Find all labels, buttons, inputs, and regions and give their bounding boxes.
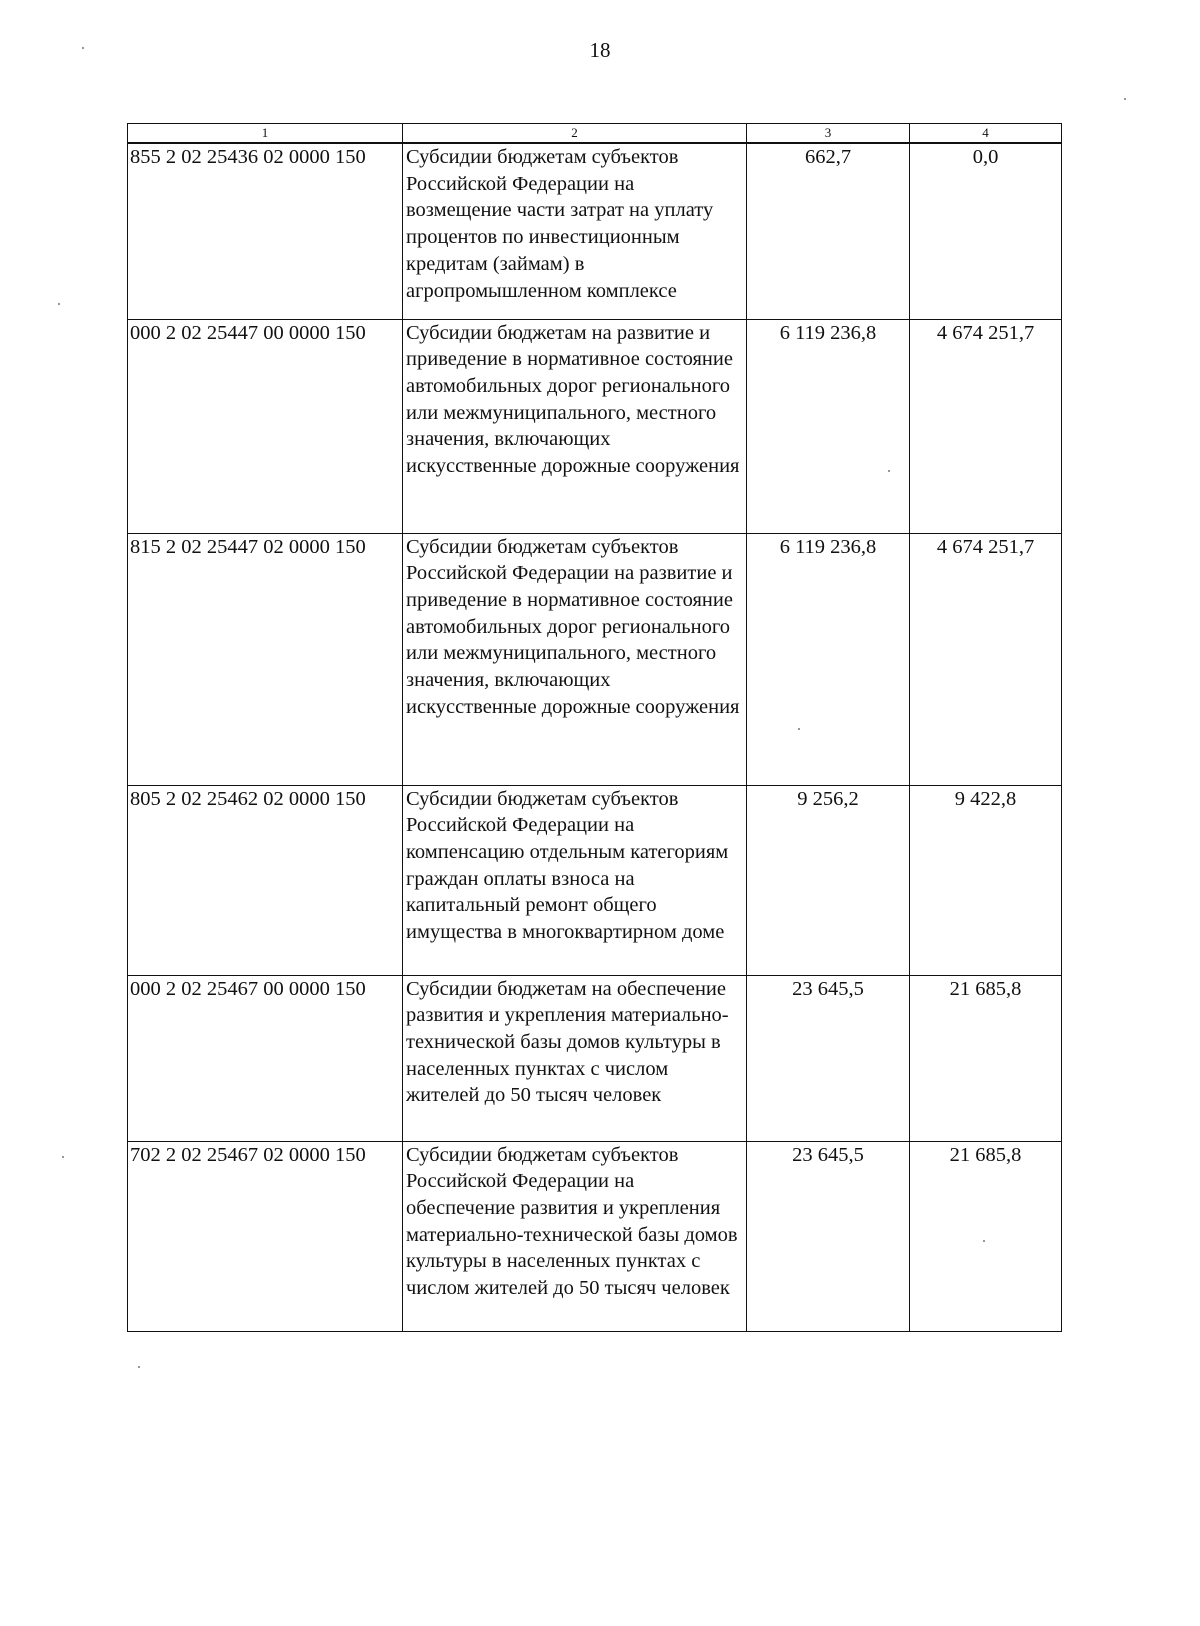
- column-number: 4: [910, 124, 1062, 144]
- amount-col4-cell: 21 685,8: [910, 1141, 1062, 1331]
- table-row: [128, 975, 1062, 1141]
- description-cell: Субсидии бюджетам субъектов Российской Федерации на обеспечение развития и укрепления материально-технической базы домов культуры в населенных пунктах с числом жителей до 50 тысяч человек: [403, 1141, 747, 1331]
- table-row: [128, 785, 1062, 975]
- description-cell: Субсидии бюджетам на развитие и приведение в нормативное состояние автомобильных дорог регионального или межмуниципального, местного значения, включающих искусственные дорожные сооружения: [403, 319, 747, 533]
- amount-col4-cell: 21 685,8: [910, 975, 1062, 1141]
- budget-code-cell: 855 2 02 25436 02 0000 150: [128, 143, 403, 319]
- scan-speck: [138, 1366, 140, 1368]
- scan-speck: [798, 728, 800, 730]
- amount-col3-cell: 662,7: [747, 143, 910, 319]
- amount-col3-cell: 6 119 236,8: [747, 319, 910, 533]
- budget-code-cell: 000 2 02 25467 00 0000 150: [128, 975, 403, 1141]
- amount-col3-cell: 23 645,5: [747, 1141, 910, 1331]
- amount-col3-cell: 9 256,2: [747, 785, 910, 975]
- scan-speck: [983, 1240, 985, 1242]
- page-number: 18: [589, 38, 611, 62]
- scan-speck: [888, 470, 890, 472]
- column-number: 2: [403, 124, 747, 144]
- scan-speck: [1124, 98, 1126, 100]
- budget-table: [127, 123, 1062, 1332]
- table-row: [128, 143, 1062, 319]
- column-number-row: [128, 124, 1062, 144]
- budget-code-cell: 805 2 02 25462 02 0000 150: [128, 785, 403, 975]
- description-cell: Субсидии бюджетам субъектов Российской Федерации на возмещение части затрат на уплату процентов по инвестиционным кредитам (займам) в агропромышленном комплексе: [403, 143, 747, 319]
- scan-speck: [58, 303, 60, 305]
- scan-speck: [62, 1156, 64, 1158]
- scan-speck: [82, 47, 84, 49]
- budget-code-cell: 815 2 02 25447 02 0000 150: [128, 533, 403, 785]
- table-row: [128, 1141, 1062, 1331]
- amount-col3-cell: 6 119 236,8: [747, 533, 910, 785]
- description-cell: Субсидии бюджетам на обеспечение развития и укрепления материально-технической базы домов культуры в населенных пунктах с числом жителей до 50 тысяч человек: [403, 975, 747, 1141]
- description-cell: Субсидии бюджетам субъектов Российской Федерации на компенсацию отдельным категориям граждан оплаты взноса на капитальный ремонт общего имущества в многоквартирном доме: [403, 785, 747, 975]
- description-cell: Субсидии бюджетам субъектов Российской Федерации на развитие и приведение в нормативное состояние автомобильных дорог регионального или межмуниципального, местного значения, включающих искусственные дорожные сооружения: [403, 533, 747, 785]
- column-number: 1: [128, 124, 403, 144]
- amount-col4-cell: 4 674 251,7: [910, 319, 1062, 533]
- table-row: [128, 533, 1062, 785]
- amount-col4-cell: 0,0: [910, 143, 1062, 319]
- column-number: 3: [747, 124, 910, 144]
- amount-col4-cell: 9 422,8: [910, 785, 1062, 975]
- table-row: [128, 319, 1062, 533]
- budget-code-cell: 000 2 02 25447 00 0000 150: [128, 319, 403, 533]
- amount-col4-cell: 4 674 251,7: [910, 533, 1062, 785]
- amount-col3-cell: 23 645,5: [747, 975, 910, 1141]
- budget-code-cell: 702 2 02 25467 02 0000 150: [128, 1141, 403, 1331]
